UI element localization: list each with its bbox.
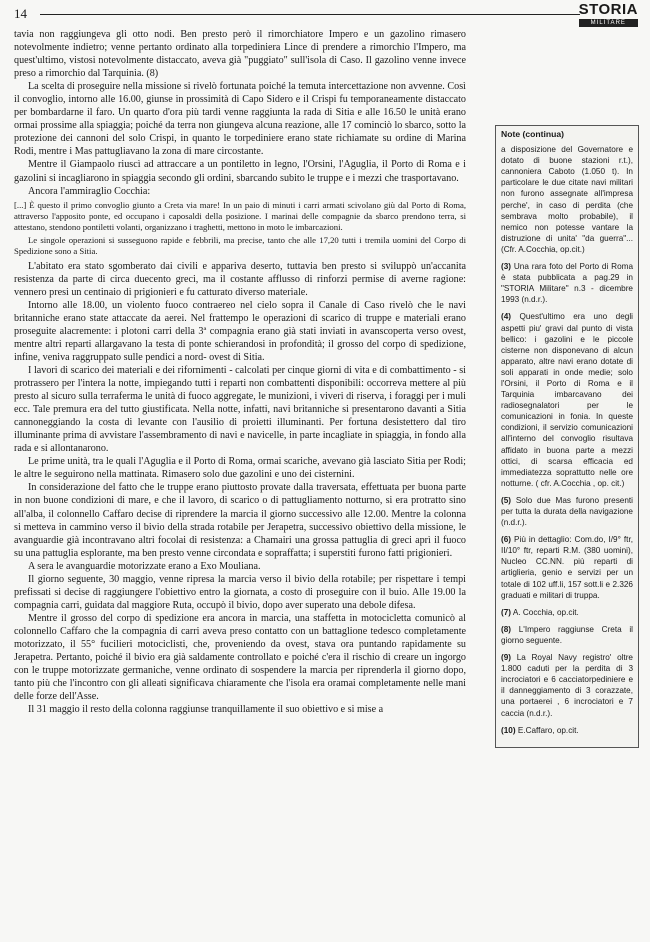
paragraph: In considerazione del fatto che le truppe erano piuttosto provate dalla traversata, effettuata per buona parte in non buone condizioni di mare, e che il lavoro, di scarico o di pattugliamento notturno, si era protratto sino all'alba, il colonnello Caffaro decise di riprendere la marcia il giorno successivo alle 12.00. Mentre la colonna si metteva in cammino verso il bivio della strada rotabile per Jerapetra, successivo obiettivo della missione, le avanguardie già incontravano altri focolai di resistenza: a Chamairi una grossa pattuglia di greci aprì il fuoco su una pattuglia esplorante, ma ben presto venne circondata e sopraffatta; i superstiti furono fatti prigionieri.: [14, 482, 466, 559]
note-item: a disposizione del Governatore e dotato di buone stazioni r.t.), cannoniera Caboto (1.050 t). In particolare le due citate navi militari non furono assegnate all'impresa perche', in caso di perdita (che sembrava molto probabile), il nemico non potesse vantare la distruzione di unita' "da guerra"...(Cfr. A.Cocchia, op.cit.): [501, 145, 633, 254]
paragraph: Il giorno seguente, 30 maggio, venne ripresa la marcia verso il bivio della rotabile; per rispettare i tempi prefissati si decise di raggiungere l'obiettivo entro la giornata, a costo di proseguire con il buio. Alle 19.00 la compagnia carri, guidata dal maggiore Ruta, occupò il bivio, dopo aver superato una debole difesa.: [14, 573, 466, 611]
note-number: (10): [501, 725, 516, 735]
note-text: Una rara foto del Porto di Roma è stata pubblicata a pag.29 in "STORIA Militare" n.3 - dicembre 1993 (n.d.r.).: [501, 262, 634, 305]
article-body: [14, 28, 466, 716]
note-number: (5): [501, 495, 512, 505]
note-item: [501, 311, 633, 489]
note-number: (3): [501, 262, 512, 272]
note-number: (8): [501, 624, 512, 634]
quotation: [...] È questo il primo convoglio giunto a Creta via mare! In un paio di minuti i carri armati scivolano giù dal Porto di Roma, attraverso l'apposito ponte, ed occupano i caposaldi della posizione. I marinai delle compagnie da sbarco prendono terra, si attestano, stendono pontiletti volanti, organizzano i traghetti, mettono in moto le imbarcazioni.: [14, 199, 466, 233]
paragraph: Mentre il grosso del corpo di spedizione era ancora in marcia, una staffetta in motocicletta comunicò al colonnello Caffaro che la compagnia di carri aveva preso contatto con un battaglione tedesco completamente motorizzato, il 55° fucilieri motociclisti, che, proveniendo da ovest, stava ora puntando rapidamente su Jerapetra. Pertanto, poiché il bivio era già saldamente controllato e poiché c'era il rischio di creare un ingorgo con le truppe motorizzate germaniche, venne ordinato di sospendere la marcia per riprenderla il giorno dopo, tanto più che l'incontro con gli alleati significava chiaramente che l'isola era oramai completamente nelle mani delle forze dell'Asse.: [14, 612, 466, 703]
note-text: Solo due Mas furono presenti per tutta la durata della navigazione (n.d.r.).: [501, 495, 633, 528]
paragraph: Le prime unità, tra le quali l'Aguglia e il Porto di Roma, ormai scariche, avevano già lasciato Sitia per Rodi; le altre le seguirono nella mattinata. Rimasero solo due gazolini e uno dei cisternini.: [14, 456, 466, 481]
note-item: [501, 725, 633, 736]
note-item: [501, 261, 633, 305]
paragraph: Ancora l'ammiraglio Cocchia:: [28, 185, 151, 197]
paragraph: Il 31 maggio il resto della colonna raggiunse tranquillamente il suo obiettivo e si mise a: [28, 704, 384, 716]
note-number: (4): [501, 312, 512, 322]
note-text: L'Impero raggiunse Creta il giorno seguente.: [501, 624, 634, 645]
header-rule: [40, 14, 580, 15]
logo-title: STORIA: [578, 1, 638, 18]
paragraph: tavia non raggiungeva gli otto nodi. Ben presto però il rimorchiatore Impero e un gazolino rimasero notevolmente indietro; venne pertanto ordinato alla torpediniera Lince di prendere a rimorchio l'Impero, ma quest'ultimo, vistosi notevolmente distaccato, aveva già "puggiato" sull'isola di Caso. Il gazolino venne invece preso a rimorchio dal Tarquinia. (8): [14, 29, 466, 80]
magazine-logo: [579, 2, 638, 27]
paragraph: La scelta di proseguire nella missione si rivelò fortunata poiché la temuta intercettazione non avvenne. Così il convoglio, intorno alle 16.00, giunse in prossimità di Capo Sidero e il Crispi fu temporaneamente distaccato per bombardarne il faro. Un quarto d'ora più tardi venne raggiunta la rada di Sitia e alle 16.50 le unità erano ormai prossime alla spiaggia; poiché da terra non giungeva alcuna reazione, alle 17 cominciò lo sbarco, sotto la protezione dei cannoni del solo Crispi, in quanto le torpediniere erano state richiamate su ordine di Marina Rodi, mentre i Mas pattugliavano la zona di mare circostante.: [14, 81, 466, 158]
notes-box: [495, 125, 639, 748]
note-number: (7): [501, 607, 512, 617]
note-text: La Royal Navy registro' oltre 1.800 caduti per la perdita di 3 incrociatori e 6 cacciatorpediniere e il danneggiamento di 3 corazzate, una portaerei , 6 incrociatori e 7 caccia (n.d.r.).: [501, 653, 633, 718]
note-item: [501, 652, 633, 719]
note-item: [501, 534, 633, 601]
paragraph: Mentre il Giampaolo riuscì ad attraccare a un pontiletto in legno, l'Orsini, l'Aguglia, il Porto di Roma e i gazolini si incagliarono in spiaggia secondo gli ordini, sbarcando subito le truppe e i mezzi che trasportavano.: [14, 159, 466, 184]
note-text: A. Cocchia, op.cit.: [512, 607, 579, 617]
paragraph: L'abitato era stato sgomberato dai civili e appariva deserto, tuttavia ben presto si sviluppò un'accanita resistenza da parte di circa duecento greci, ma il costante afflusso di rinforzi permise di averne ragione: vennero presi un centinaio di prigionieri e fu catturato diverso materiale.: [14, 260, 466, 298]
note-number: (6): [501, 535, 512, 545]
note-text: E.Caffaro, op.cit.: [517, 725, 579, 735]
page-number: 14: [14, 6, 27, 21]
paragraph: Intorno alle 18.00, un violento fuoco contraereo nel cielo sopra il Canale di Caso rivelò che le navi britanniche erano state attaccate da aerei. Nel frattempo le operazioni di scarico di truppe e materiali erano proseguite alacremente: i plotoni carri della 3ª compagnia erano già stati inviati in avanscoperta verso ovest, mentre altri reparti allargavano la testa di ponte schierandosi in profondità; il grosso del corpo di spedizione, infine, veniva raggruppato sulle pendici a nord- ovest di Sitia.: [14, 299, 466, 363]
paragraph: A sera le avanguardie motorizzate erano a Exo Mouliana.: [28, 560, 261, 572]
notes-title: Note (continua): [501, 129, 565, 139]
note-item: [501, 607, 633, 618]
note-item: [501, 495, 633, 528]
logo-subtitle: MILITARE: [579, 19, 638, 27]
note-item: [501, 624, 633, 646]
quotation: Le singole operazioni si susseguono rapide e febbrili, ma precise, tanto che alle 17,20 tutti i tremila uomini del Corpo di Spedizione sono a Sitia.: [14, 235, 466, 257]
note-text: Più in dettaglio: Com.do, I/9° ftr, II/10° ftr, reparti R.M. (380 uomini), Nucleo CC.NN. più reparti di artiglieria, genio e servizi per un totale di 102 uff.li, 157 sott.li e 2.326 graduati e militari di truppa.: [501, 535, 633, 600]
note-number: (9): [501, 653, 512, 663]
paragraph: I lavori di scarico dei materiali e dei rifornimenti - calcolati per cinque giorni di vita e di combattimento - si protrassero per l'intera la notte, impiegando tutti i reparti non combattenti disponibili: occorreva mettere al più presto al sicuro sulla terraferma le unità di fuoco aggregate, le munizioni, i viveri di riserva, i foraggi per i muli ecc. Tale premura era del tutto giustificata. Nella notte, infatti, navi britanniche si presentarono davanti a Sitia cannoneggiando la costa di levante con l'ausilio di proietti illuminanti. Per fortuna desistettero dal tiro illuminante prima di avvistare l'assembramento di navi e navicelle, in parte incagliate in spiaggia, in fondo alla rada e si allontanarono.: [14, 365, 466, 455]
note-text: Quest'ultimo era uno degli aspetti piu' gravi dal punto di vista bellico: i gazolini e le piccole cisterne non disponevano di alcun apparato, altre navi erano dotate di soli apparati in onde medie; solo l'Orsini, il Porto di Roma e il Tarquinia imbarcavano dei radiosegnalatori per le comunicazioni in fonia. In queste condizioni, il servizio comunicazioni all'interno del convoglio risultava affidato in buona parte a mezzi ottici, di scarsa efficacia ed immediatezza soprattutto nelle ore notturne. ( cfr. A.Cocchia , op. cit.): [501, 312, 633, 488]
